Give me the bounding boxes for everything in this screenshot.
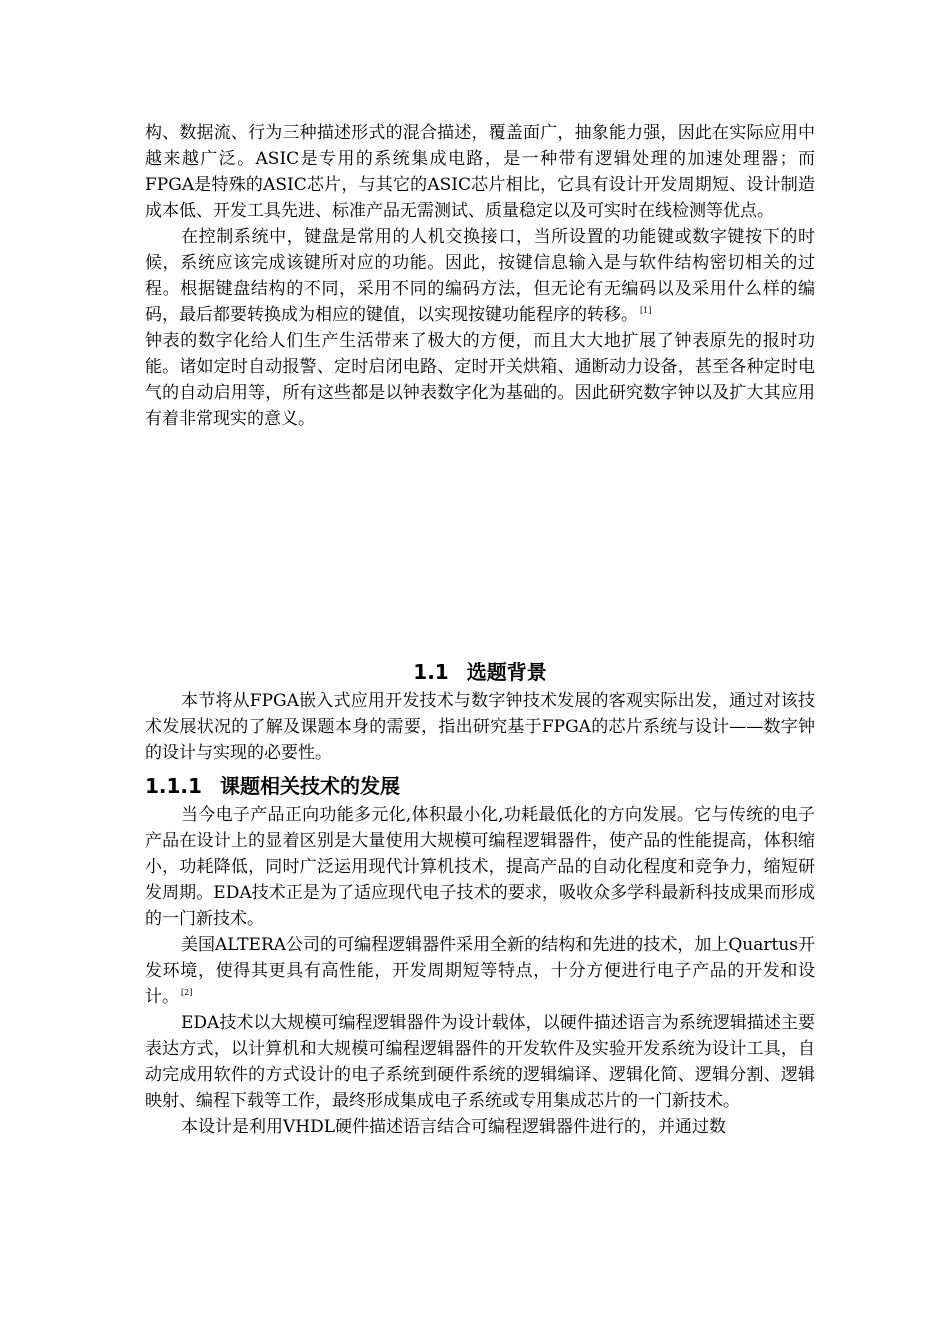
paragraph-hdl-asic: 构、数据流、行为三种描述形式的混合描述，覆盖面广，抽象能力强，因此在实际应用中越来越广泛。ASIC是专用的系统集成电路，是一种带有逻辑处理的加速处理器；而FPGA是特殊的ASIC芯片，与其它的ASIC芯片相比，它具有设计开发周期短、设计制造成本低、开发工具先进、标准产品无需测试、质量稳定以及可实时在线检测等优点。 xyxy=(145,123,815,221)
section-number: 1.1 xyxy=(413,660,449,684)
citation-2[interactable]: [2] xyxy=(181,988,193,998)
subsection-number: 1.1.1 xyxy=(145,774,202,798)
section-intro: 本节将从FPGA嵌入式应用开发技术与数字钟技术发展的客观实际出发，通过对该技术发展状况的了解及课题本身的需要，指出研究基于FPGA的芯片系统与设计——数字钟的设计与实现的必要性。 xyxy=(145,691,815,763)
paragraph-keyboard xyxy=(145,224,815,328)
paragraph-eda-trend: 当今电子产品正向功能多元化,体积最小化,功耗最低化的方向发展。它与传统的电子产品在设计上的显着区别是大量使用大规模可编程逻辑器件，使产品的性能提高，体积缩小，功耗降低，同时广泛运用现代计算机技术，提高产品的自动化程度和竞争力，缩短研发周期。EDA技术正是为了适应现代电子技术的要求，吸收众多学科最新科技成果而形成的一门新技术。 xyxy=(145,805,815,929)
paragraph-altera-text: 美国ALTERA公司的可编程逻辑器件采用全新的结构和先进的技术，加上Quartus开发环境，使得其更具有高性能，开发周期短等特点，十分方便进行电子产品的开发和设计。 xyxy=(145,935,815,1007)
paragraph-design-intro: 本设计是利用VHDL硬件描述语言结合可编程逻辑器件进行的，并通过数 xyxy=(181,1117,727,1137)
paragraph-altera xyxy=(145,932,815,1010)
section-heading xyxy=(145,656,815,688)
section-title: 选题背景 xyxy=(466,660,547,684)
citation-1[interactable]: [1] xyxy=(640,306,652,316)
paragraph-digital-clock: 钟表的数字化给人们生产生活带来了极大的方便，而且大大地扩展了钟表原先的报时功能。诸如定时自动报警、定时启闭电路、定时开关烘箱、通断动力设备，甚至各种定时电气的自动启用等，所有这些都是以钟表数字化为基础的。因此研究数字钟以及扩大其应用有着非常现实的意义。 xyxy=(145,331,815,429)
subsection-title: 课题相关技术的发展 xyxy=(219,774,400,798)
subsection-heading xyxy=(145,770,815,802)
paragraph-keyboard-text: 在控制系统中，键盘是常用的人机交换接口，当所设置的功能键或数字键按下的时候，系统应该完成该键所对应的功能。因此，按键信息输入是与软件结构密切相关的过程。根据键盘结构的不同，采用不同的编码方法，但无论有无编码以及采用什么样的编码，最后都要转换成为相应的键值，以实现按键功能程序的转移。 xyxy=(145,227,815,325)
blank-space xyxy=(145,432,815,656)
document-page xyxy=(145,120,815,1140)
paragraph-eda-definition: EDA技术以大规模可编程逻辑器件为设计载体，以硬件描述语言为系统逻辑描述主要表达方式，以计算机和大规模可编程逻辑器件的开发软件及实验开发系统为设计工具，自动完成用软件的方式设计的电子系统到硬件系统的逻辑编译、逻辑化简、逻辑分割、逻辑映射、编程下载等工作，最终形成集成电子系统或专用集成芯片的一门新技术。 xyxy=(145,1013,815,1111)
